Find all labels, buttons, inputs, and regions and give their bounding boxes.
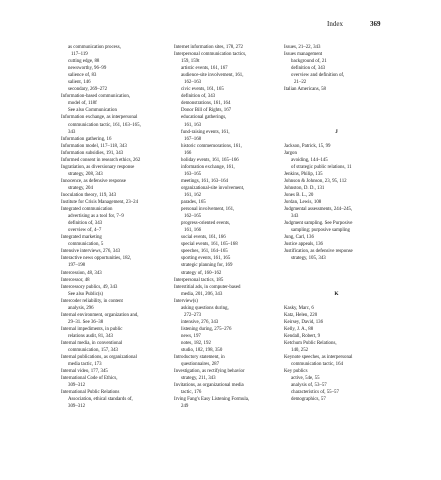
- index-entry: Informed consent in research ethics, 262: [61, 157, 141, 163]
- index-subentry: communication, 157, 343: [68, 348, 118, 354]
- running-head-title: Index: [327, 20, 343, 28]
- index-letter-heading: J: [335, 128, 338, 135]
- index-entry: International Code of Ethics,: [61, 376, 118, 382]
- index-entry: Kendall, Robert, 9: [284, 333, 321, 339]
- spacer: [284, 298, 389, 305]
- index-subentry: cutting edge, 88: [68, 59, 100, 65]
- index-entry: Integrated marketing: [61, 235, 102, 241]
- index-subentry: 272–273: [184, 312, 202, 318]
- index-subentry: 197–198: [68, 263, 86, 269]
- index-entry: Ingratiation, as diversionary response: [61, 164, 135, 170]
- index-subentry: secondary, 269–272: [68, 87, 108, 93]
- index-entry: Intercessor, 48: [61, 277, 90, 283]
- index-subentry: sporting events, 161, 165: [181, 256, 231, 262]
- spacer: [284, 277, 389, 284]
- index-subentry: demographics, 57: [291, 397, 326, 403]
- spacer: [284, 270, 389, 277]
- index-entry: Innocence, as defensive response: [61, 178, 126, 184]
- index-entry: Information-based communication,: [61, 94, 130, 100]
- index-subentry: 162–165: [184, 214, 202, 220]
- index-subentry: 162–163: [184, 80, 202, 86]
- index-subentry: news, 197: [181, 333, 201, 339]
- index-entry: Interpersonal tactics, 185: [174, 277, 224, 283]
- index-subentry: 117–119: [71, 52, 88, 58]
- index-subentry: holiday events, 161, 165–166: [181, 157, 239, 163]
- index-subentry: fund-raising events, 161,: [181, 129, 230, 135]
- index-letter-heading: K: [334, 290, 339, 297]
- index-column-1: [61, 44, 166, 410]
- index-subentry: characteristics of, 55–57: [291, 390, 339, 396]
- index-entry: Jackson, Patrick, 15, 99: [284, 143, 331, 149]
- index-entry: Internal media, in conventional: [61, 340, 123, 346]
- index-entry: Information subsidies, 191, 343: [61, 150, 124, 156]
- index-subentry: 249: [181, 404, 189, 410]
- index-subentry: social events, 161, 166: [181, 235, 226, 241]
- index-column-2: [174, 44, 279, 410]
- index-subentry: special events, 161, 165–168: [181, 242, 238, 248]
- index-subentry: strategy, 211, 343: [181, 376, 216, 382]
- index-entry: Key publics: [284, 369, 308, 375]
- spacer: [284, 284, 389, 291]
- index-subentry: notes, 182, 192: [181, 340, 211, 346]
- index-entry: International Public Relations: [61, 390, 120, 396]
- index-subentry: avoiding, 144–145: [291, 157, 328, 163]
- index-entry: Internal video, 177, 345: [61, 369, 108, 375]
- index-subentry: communication, 5: [68, 242, 104, 248]
- index-entry: Inoculation theory, 119, 343: [61, 192, 117, 198]
- index-subentry: 161, 163: [184, 122, 202, 128]
- index-subentry: intensive, 276, 343: [181, 319, 219, 325]
- index-subentry: Donor Bill of Rights, 167: [181, 108, 232, 114]
- index-entry: Invitations, as organizational media: [174, 383, 244, 389]
- spacer: [284, 100, 389, 107]
- page-number: 369: [370, 20, 381, 28]
- index-entry: Judgment sampling. See Purposive: [284, 221, 353, 227]
- index-subentry: See also Communication: [68, 108, 117, 114]
- index-subentry: media, 201, 206, 343: [181, 291, 223, 297]
- index-entry: Keynote speeches, as interpersonal: [284, 355, 353, 361]
- index-entry: Interactive news opportunities, 182,: [61, 256, 132, 262]
- index-entry: Internet information sites, 178, 272: [174, 45, 243, 50]
- index-subentry: communication tactic, 161, 163–165,: [68, 122, 141, 128]
- index-subentry: 159, 159t: [181, 59, 200, 65]
- index-subentry: educational gatherings,: [181, 115, 227, 121]
- index-subentry: active, 54e, 55: [291, 376, 320, 382]
- spacer: [284, 93, 389, 100]
- index-subentry: strategy of, 160–162: [181, 270, 222, 276]
- index-subentry: 140, 252: [291, 348, 309, 354]
- index-entry: Investigation, as rectifying behavior: [174, 369, 245, 375]
- index-subentry: historic commemorations, 161,: [181, 143, 242, 149]
- index-entry: Justice appeals, 136: [284, 242, 323, 248]
- index-subentry: as communication process,: [68, 45, 121, 50]
- index-entry: Kasky, Marc, 6: [284, 305, 314, 311]
- index-entry: Jordan, Lewis, 108: [284, 200, 322, 206]
- index-subentry: 163–165: [184, 171, 202, 177]
- index-subentry: communication tactic, 164: [291, 362, 344, 368]
- index-subentry: salient, 146: [68, 80, 91, 86]
- index-subentry: speeches, 161, 164–165: [181, 249, 228, 255]
- index-subentry: listening during, 275–276: [181, 326, 232, 332]
- index-subentry: definition of, 343: [291, 66, 326, 72]
- index-subentry: 343: [291, 214, 299, 220]
- index-entry: Jargon: [284, 150, 297, 156]
- index-entry: Johnston, D. D., 131: [284, 185, 325, 191]
- index-subentry: asking questions during,: [181, 305, 229, 311]
- index-entry: Johnson & Johnson, 23, 95, 112: [284, 178, 347, 184]
- index-subentry: analysis, 296: [68, 305, 94, 311]
- index-subentry: 161, 166: [184, 228, 202, 234]
- index-entry: Issues, 21–22, 343: [284, 45, 321, 50]
- index-entry: Intensive interviews, 276, 343: [61, 249, 121, 255]
- index-entry: Information exchange, as interpersonal: [61, 115, 138, 121]
- index-subentry: relations audit, 81, 343: [68, 333, 113, 339]
- index-entry: Internal impediments, in public: [61, 326, 123, 332]
- spacer: [284, 107, 389, 114]
- index-entry: Judgmental assessments, 244–245,: [284, 207, 353, 213]
- index-entry: Justification, as defensive response: [284, 249, 353, 255]
- index-subentry: of strategic public relations, 11: [291, 164, 352, 170]
- index-subentry: Association, ethical standards of,: [68, 397, 133, 403]
- spacer: [284, 136, 389, 143]
- index-entry: Intercession, 48, 343: [61, 270, 102, 276]
- index-subentry: organizational-site involvement,: [181, 185, 245, 191]
- index-subentry: audience-site involvement, 161,: [181, 73, 244, 79]
- index-subentry: demonstrations, 161, 164: [181, 101, 231, 107]
- index-entry: Issues management: [284, 52, 323, 58]
- index-entry: Internal environment, organization and,: [61, 312, 139, 318]
- index-entry: Katz, Helen, 220: [284, 312, 318, 318]
- index-subentry: meetings, 161, 163–164: [181, 178, 229, 184]
- index-entry: Ketchum Public Relations,: [284, 340, 337, 346]
- index-entry: Interstitial ads, in computer-based: [174, 284, 241, 290]
- index-entry: Jenkins, Philip, 135: [284, 171, 323, 177]
- index-subentry: 167–168: [184, 136, 202, 142]
- index-subentry: background of, 21: [291, 59, 327, 65]
- index-entry: Interpersonal communication tactics,: [174, 52, 247, 58]
- index-entry: Integrated communication: [61, 207, 113, 213]
- index-subentry: advertising as a tool for, 7–9: [68, 214, 124, 220]
- index-subentry: definition of, 343: [181, 94, 216, 100]
- index-subentry: sampling; purposive sampling: [291, 228, 350, 234]
- index-subentry: progress-oriented events,: [181, 221, 231, 227]
- index-subentry: strategy, 105, 343: [291, 256, 326, 262]
- index-subentry: artistic events, 161, 167: [181, 66, 228, 72]
- index-entry: Interview(s): [174, 298, 198, 304]
- index-subentry: personal involvement, 161,: [181, 207, 235, 213]
- index-subentry: strategy, 208, 343: [68, 171, 103, 177]
- index-subentry: strategic planning for, 169: [181, 263, 233, 269]
- index-entry: Intercessory publics, 49, 343: [61, 284, 118, 290]
- index-entry: Jung, Carl, 136: [284, 235, 314, 241]
- index-subentry: 343: [68, 129, 76, 135]
- index-subentry: definition of, 343: [68, 221, 103, 227]
- index-entry: Irving Fang's Easy Listening Formula,: [174, 397, 250, 403]
- index-entry: Internal publications, as organizational: [61, 355, 137, 361]
- index-subentry: 29–31. See 36–38: [68, 319, 104, 325]
- index-subentry: See also Public(s): [68, 291, 104, 297]
- index-subentry: 166: [184, 150, 192, 156]
- index-entry: Keirsey, David, 136: [284, 319, 324, 325]
- index-subentry: overview and definition of,: [291, 73, 345, 79]
- index-subentry: parades, 165: [181, 200, 206, 206]
- index-entry: Intercoder reliability, in content: [61, 298, 123, 304]
- index-subentry: strategy, 204: [68, 185, 93, 191]
- index-subentry: studio, 182, 198, 350: [181, 348, 223, 354]
- index-column-3: [284, 44, 389, 403]
- index-subentry: model of, 118f: [68, 101, 97, 107]
- index-subentry: newsworthy, 96–99: [68, 66, 107, 72]
- index-entry: Information gathering, 16: [61, 136, 112, 142]
- page-header: [0, 20, 441, 32]
- index-entry: Italian Americans, 58: [284, 87, 326, 93]
- index-subentry: tactic, 176: [181, 390, 202, 396]
- index-subentry: civic events, 161, 165: [181, 87, 224, 93]
- index-entry: Institute for Crisis Management, 23–24: [61, 200, 139, 206]
- index-subentry: 309–312: [68, 404, 86, 410]
- index-entry: Introductory statement, in: [174, 355, 225, 361]
- index-subentry: media tactic, 173: [68, 362, 102, 368]
- index-subentry: salience of, 83: [68, 73, 97, 79]
- index-subentry: analysis of, 53–57: [291, 383, 327, 389]
- spacer: [284, 114, 389, 121]
- index-entry: Information model, 117–118, 343: [61, 143, 127, 149]
- index-entry: Jones B. L., 20: [284, 192, 314, 198]
- index-subentry: information exchange, 161,: [181, 164, 235, 170]
- index-subentry: 309–312: [68, 383, 86, 389]
- index-subentry: 21–22: [294, 80, 307, 86]
- index-entry: Kelly, J. A., 88: [284, 326, 314, 332]
- index-subentry: overview of, 4–7: [68, 228, 102, 234]
- index-subentry: 161, 162: [184, 192, 202, 198]
- spacer: [284, 122, 389, 129]
- spacer: [284, 262, 389, 269]
- index-subentry: questionnaires, 287: [181, 362, 220, 368]
